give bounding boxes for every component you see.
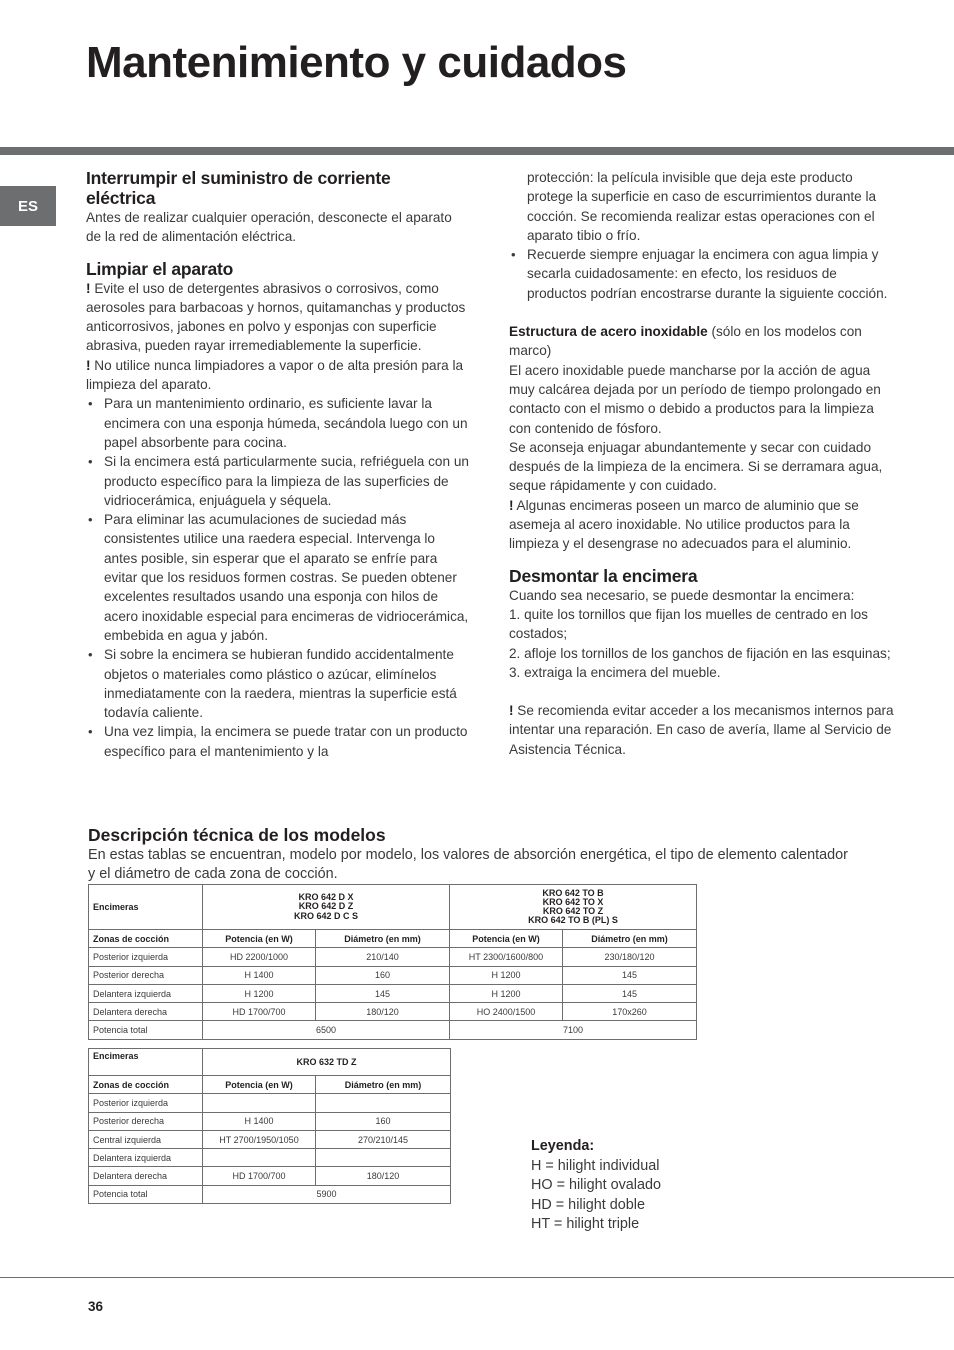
repair-warning [509, 701, 894, 759]
warning-icon: ! [86, 357, 91, 373]
total-cell: 5900 [203, 1185, 451, 1203]
legend [531, 1137, 661, 1235]
zone-cell: Central izquierda [89, 1130, 203, 1148]
model-name: KRO 642 TO X [542, 896, 604, 907]
warning-icon: ! [509, 497, 514, 513]
zone-cell: Delantera derecha [89, 1003, 203, 1021]
power-cell [203, 1094, 316, 1112]
zone-cell: Posterior derecha [89, 1112, 203, 1130]
list-item: • Para un mantenimiento ordinario, es suficiente lavar la encimera con una esponja húmeda, secándola luego con un papel absorbente para cocina. [86, 394, 470, 452]
cleaning-list [86, 394, 470, 761]
legend-item: H = hilight individual [531, 1157, 660, 1174]
model-name: KRO 642 TO B [542, 887, 604, 898]
footer-divider [0, 1277, 954, 1278]
language-tab: ES [0, 186, 56, 226]
right-column [509, 168, 894, 759]
left-column [86, 168, 470, 761]
list-item: • Si sobre la encimera se hubieran fundido accidentalmente objetos o materiales como plástico o azúcar, elimínelos inmediatamente con la raedera, mientras la superficie está todavía caliente. [86, 645, 470, 722]
legend-item: HT = hilight triple [531, 1216, 640, 1232]
continued-text: protección: la película invisible que deja este producto protege la superficie en caso de escurrimientos durante la cocción. Se recomienda realizar estas operaciones con el aparato tibio o frío. [527, 170, 877, 243]
total-label: Potencia total [89, 1021, 203, 1039]
power-text: Antes de realizar cualquier operación, desconecte el aparato de la red de alimentación eléctrica. [86, 210, 452, 245]
diameter-cell: 230/180/120 [563, 948, 697, 966]
diameter-cell [316, 1149, 451, 1167]
table-row [89, 948, 697, 966]
diameter-cell: 170x260 [563, 1003, 697, 1021]
zone-cell: Posterior izquierda [89, 1094, 203, 1112]
dismount-step: 2. afloje los tornillos de los ganchos de fijación en las esquinas; [509, 645, 891, 661]
dismount-intro: Cuando sea necesario, se puede desmontar la encimera: [509, 587, 855, 603]
total-label: Potencia total [89, 1185, 203, 1203]
zone-cell: Posterior izquierda [89, 948, 203, 966]
steel-warning [509, 496, 894, 554]
table-row [89, 1112, 451, 1130]
section-title-power [86, 168, 470, 208]
power-cell: HO 2400/1500 [450, 1003, 563, 1021]
zone-cell: Delantera izquierda [89, 1149, 203, 1167]
warning-icon: ! [509, 703, 514, 719]
diameter-cell: 145 [316, 984, 450, 1002]
warning-2 [86, 356, 470, 395]
power-cell: HD 1700/700 [203, 1167, 316, 1185]
column-header-diametro: Diámetro (en mm) [316, 930, 450, 948]
steel-warning-text: Algunas encimeras poseen un marco de aluminio que se asemeja al acero inoxidable. No utilice productos para la limpieza y el desengrase no adecuados para el aluminio. [509, 497, 859, 552]
section-title-clean: Limpiar el aparato [86, 258, 234, 279]
power-cell [203, 1149, 316, 1167]
warning-icon: ! [86, 280, 91, 296]
power-cell: H 1200 [450, 966, 563, 984]
diameter-cell: 270/210/145 [316, 1130, 451, 1148]
steel-paragraph-2: Se aconseja enjuagar abundantemente y secar con cuidado después de la limpieza de la encimera. Si se derramara agua, seque rápidamente y con cuidado. [509, 439, 883, 494]
diameter-cell: 160 [316, 966, 450, 984]
table-row [89, 1149, 451, 1167]
table-row [89, 1003, 697, 1021]
table-row [89, 1094, 451, 1112]
column-header-potencia: Potencia (en W) [203, 930, 316, 948]
table-header-encimeras: Encimeras [89, 885, 203, 930]
rinse-list [509, 245, 894, 303]
power-cell: HT 2700/1950/1050 [203, 1130, 316, 1148]
section-title-models: Descripción técnica de los modelos [88, 825, 386, 845]
legend-title: Leyenda: [531, 1138, 595, 1154]
table-row [89, 1167, 451, 1185]
section-title-power-line1: Interrumpir el suministro de corriente [86, 168, 391, 188]
table-row [89, 966, 697, 984]
power-cell: H 1200 [203, 984, 316, 1002]
power-cell: H 1400 [203, 1112, 316, 1130]
diameter-cell: 160 [316, 1112, 451, 1130]
dismount-step: 1. quite los tornillos que fijan los muelles de centrado en los costados; [509, 606, 868, 642]
power-cell: HT 2300/1600/800 [450, 948, 563, 966]
power-cell: HD 1700/700 [203, 1003, 316, 1021]
warning-1-text: Evite el uso de detergentes abrasivos o corrosivos, como aerosoles para barbacoas y hornos, quitamanchas y productos anticorrosivos, jabones en polvo y esponjas con superficie abrasiva, pueden rayar irremediablemente la superficie. [86, 280, 466, 354]
column-header-diametro: Diámetro (en mm) [316, 1076, 451, 1094]
list-item: • Si la encimera está particularmente sucia, refriéguela con un producto específico para la limpieza de las superficies de vidriocerámica, enjuáguela y séquela. [86, 452, 470, 510]
repair-warning-text: Se recomienda evitar acceder a los mecanismos internos para intentar una reparación. En caso de avería, llame al Servicio de Asistencia Técnica. [509, 703, 894, 757]
column-header-diametro: Diámetro (en mm) [563, 930, 697, 948]
warning-2-text: No utilice nunca limpiadores a vapor o de alta presión para la limpieza del aparato. [86, 357, 464, 393]
steel-heading [509, 322, 894, 361]
zone-cell: Posterior derecha [89, 966, 203, 984]
total-cell: 6500 [203, 1021, 450, 1039]
page-number: 36 [88, 1299, 104, 1314]
total-cell: 7100 [450, 1021, 697, 1039]
models-intro: En estas tablas se encuentran, modelo por modelo, los valores de absorción energética, el tipo de elemento calentador y el diámetro de cada zona de cocción. [88, 847, 848, 882]
steel-paragraph-1: El acero inoxidable puede mancharse por la acción de agua muy calcárea dejada por un período de tiempo prolongado en contacto con el mismo o debido a productos para la limpieza con contenido de fósforo. [509, 362, 881, 436]
model-name: KRO 642 TO B (PL) S [528, 915, 618, 926]
models-table-1 [88, 884, 697, 1040]
legend-item: HD = hilight doble [531, 1196, 645, 1213]
zone-cell: Delantera derecha [89, 1167, 203, 1185]
legend-item: HO = hilight ovalado [531, 1177, 661, 1193]
power-cell: H 1400 [203, 966, 316, 984]
power-cell: H 1200 [450, 984, 563, 1002]
power-cell: HD 2200/1000 [203, 948, 316, 966]
table-model: KRO 632 TD Z [203, 1049, 451, 1076]
steel-heading-bold: Estructura de acero inoxidable [509, 324, 708, 340]
diameter-cell: 180/120 [316, 1003, 450, 1021]
diameter-cell: 210/140 [316, 948, 450, 966]
table-header-encimeras: Encimeras [89, 1049, 203, 1076]
table-header-zonas: Zonas de cocción [89, 930, 203, 948]
diameter-cell: 180/120 [316, 1167, 451, 1185]
section-title-dismount: Desmontar la encimera [509, 565, 698, 586]
table-models-b [450, 885, 697, 930]
dismount-step: 3. extraiga la encimera del mueble. [509, 664, 721, 680]
list-item: • Una vez limpia, la encimera se puede tratar con un producto específico para el mantenimiento y la [86, 722, 470, 761]
table-models-a [203, 885, 450, 930]
section-title-power-line2: eléctrica [86, 188, 156, 208]
model-name: KRO 642 TO Z [542, 906, 604, 916]
table-row [89, 1130, 451, 1148]
list-item: • Para eliminar las acumulaciones de suciedad más consistentes utilice una raedera especial. Intervenga lo antes posible, sin esperar que el aparato se enfríe para evitar que los residuos formen costras. Se pueden obtener excelentes resultados usando una esponja con hilos de acero inoxidable especial para encimeras de vidriocerámica, embebida en agua y jabón. [86, 510, 470, 645]
list-item: • Recuerde siempre enjuagar la encimera con agua limpia y secarla cuidadosamente: en efecto, los residuos de productos podrían encostrarse durante la siguiente cocción. [509, 245, 894, 303]
table-row-total [89, 1021, 697, 1039]
diameter-cell: 145 [563, 984, 697, 1002]
column-header-potencia: Potencia (en W) [203, 1076, 316, 1094]
table-row-total [89, 1185, 451, 1203]
diameter-cell: 145 [563, 966, 697, 984]
diameter-cell [316, 1094, 451, 1112]
table-header-zonas: Zonas de cocción [89, 1076, 203, 1094]
models-table-2 [88, 1048, 451, 1204]
steel-heading-note: (sólo en los modelos con marco) [509, 324, 862, 359]
column-header-potencia: Potencia (en W) [450, 930, 563, 948]
header-divider [0, 147, 954, 155]
table-row [89, 984, 697, 1002]
page-title: Mantenimiento y cuidados [86, 38, 627, 87]
model-name: KRO 642 D C S [293, 910, 359, 921]
zone-cell: Delantera izquierda [89, 984, 203, 1002]
warning-1 [86, 279, 470, 356]
model-name: KRO 642 D X [298, 892, 354, 903]
model-name: KRO 642 D Z [298, 901, 354, 912]
